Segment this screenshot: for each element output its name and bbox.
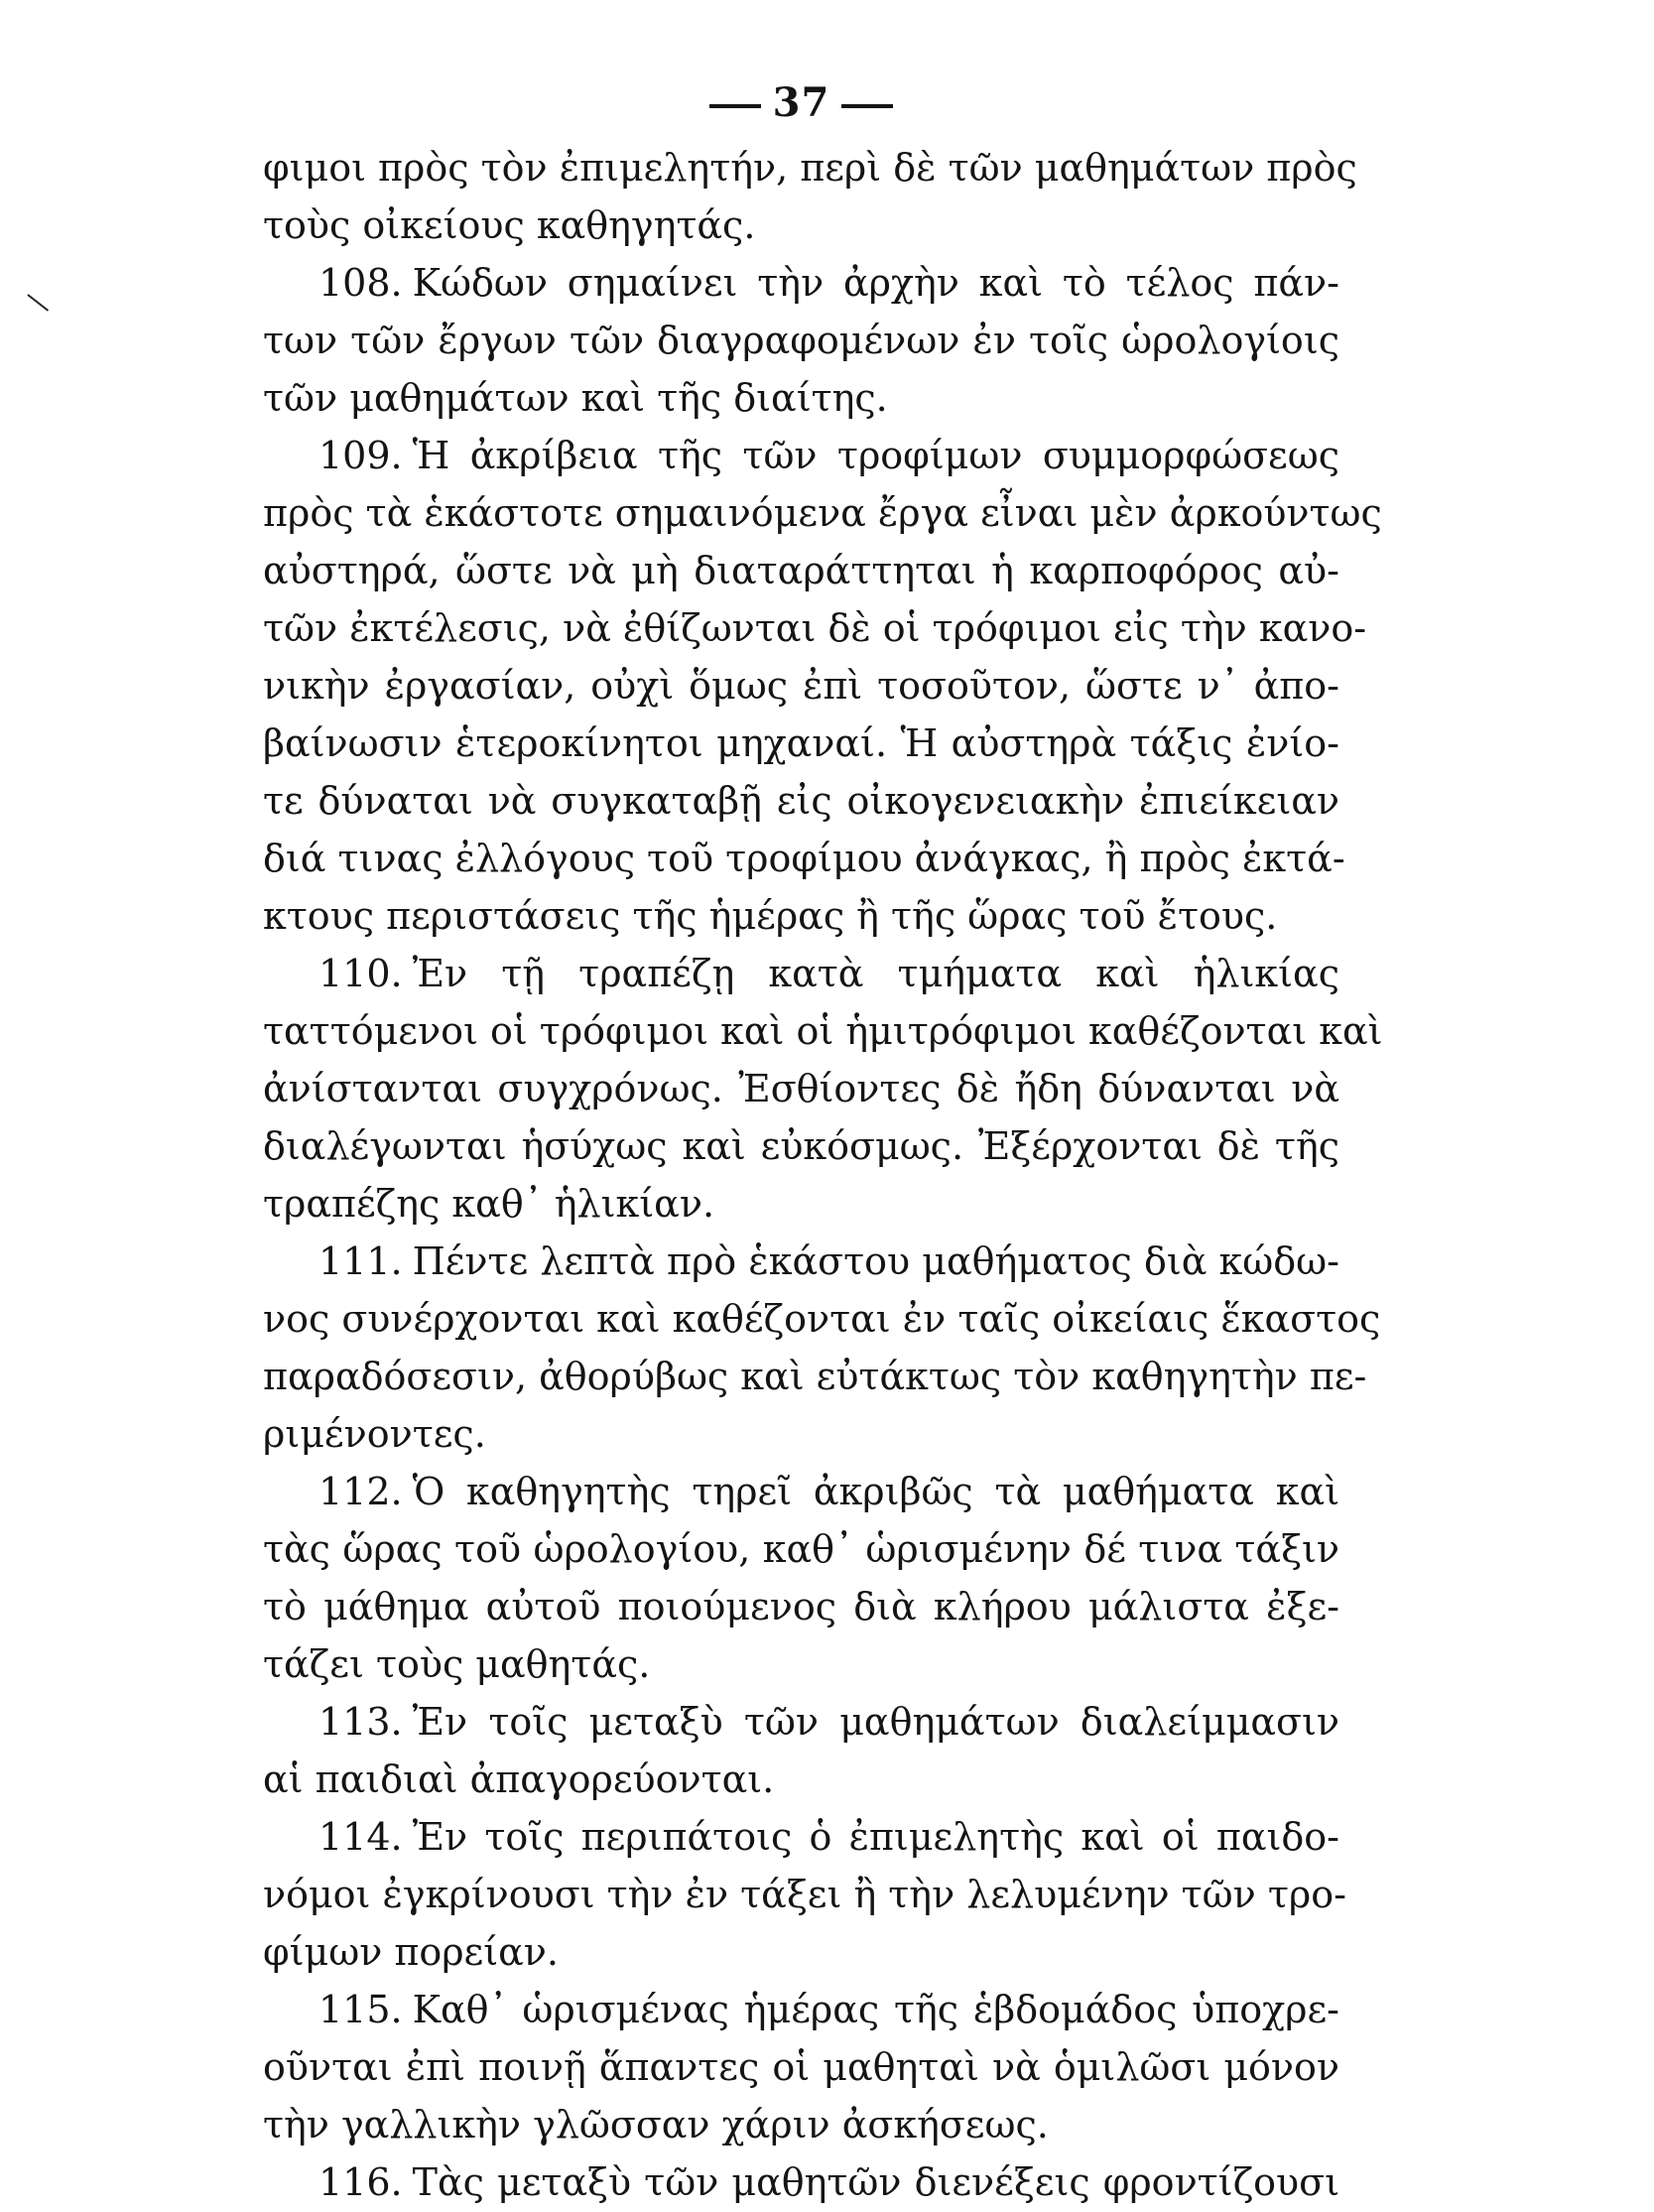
- line-text: Ὁ καθηγητὴς τηρεῖ ἀκριβῶς τὰ μαθήματα καὶ: [412, 1470, 1339, 1513]
- stray-ink-mark: [27, 294, 49, 312]
- text-line: [263, 830, 1345, 887]
- paragraph-number: 116.: [318, 2160, 403, 2204]
- line-text: φιμοι πρὸς τὸν ἐπιμελητήν, περὶ δὲ τῶν μαθημάτων πρὸς: [263, 146, 1357, 190]
- line-text: αὐστηρά, ὥστε νὰ μὴ διαταράττηται ἡ καρποφόρος αὐ-: [263, 549, 1339, 592]
- line-text: Καθ᾽ ὡρισμένας ἡμέρας τῆς ἑβδομάδος ὑποχρε-: [412, 1988, 1339, 2031]
- paragraph-number: 114.: [318, 1815, 403, 1859]
- line-text: Κώδων σημαίνει τὴν ἀρχὴν καὶ τὸ τέλος πάν-: [412, 261, 1339, 305]
- text-line: [263, 1290, 1381, 1348]
- line-text: βαίνωσιν ἑτεροκίνητοι μηχαναί. Ἡ αὐστηρὰ τάξις ἐνίο-: [263, 721, 1339, 765]
- text-line: [263, 1751, 1339, 1808]
- line-text: διά τινας ἐλλόγους τοῦ τροφίμου ἀνάγκας, ἢ πρὸς ἐκτά-: [263, 837, 1345, 880]
- line-text: τραπέζης καθ᾽ ἡλικίαν.: [263, 1182, 715, 1226]
- line-text: τῶν μαθημάτων καὶ τῆς διαίτης.: [263, 376, 888, 420]
- page-header: [263, 71, 1339, 135]
- text-line: [263, 196, 1339, 254]
- text-line: [263, 1405, 1339, 1463]
- line-text: φίμων πορείαν.: [263, 1930, 559, 1974]
- text-line: [263, 599, 1367, 657]
- paragraph-start-line: [263, 1693, 1339, 1751]
- line-text: Ἐν τῇ τραπέζῃ κατὰ τμήματα καὶ ἡλικίας: [412, 952, 1339, 995]
- text-line: [263, 2096, 1339, 2153]
- text-line: [263, 772, 1339, 830]
- text-line: [263, 2038, 1339, 2096]
- header-dash-left: [709, 104, 761, 108]
- line-text: παραδόσεσιν, ἀθορύβως καὶ εὐτάκτως τὸν καθηγητὴν πε-: [263, 1355, 1367, 1398]
- text-line: [263, 1002, 1383, 1060]
- line-text: οῦνται ἐπὶ ποινῇ ἅπαντες οἱ μαθηταὶ νὰ ὁμιλῶσι μόνον: [263, 2045, 1339, 2089]
- paragraph-start-line: [263, 1808, 1339, 1866]
- text-line: [263, 542, 1339, 599]
- line-text: τάζει τοὺς μαθητάς.: [263, 1642, 651, 1686]
- paragraph-start-line: [263, 2153, 1339, 2211]
- text-line: [263, 1520, 1339, 1578]
- paragraph-start-line: [263, 427, 1339, 484]
- text-line: [263, 1866, 1346, 1923]
- text-line: [263, 369, 1339, 427]
- paragraph-number: 109.: [318, 434, 403, 477]
- text-line: [263, 1117, 1339, 1175]
- line-text: τοὺς οἰκείους καθηγητάς.: [263, 203, 756, 247]
- paragraph-start-line: [263, 945, 1339, 1002]
- page-number: 37: [772, 79, 830, 126]
- line-text: νικὴν ἐργασίαν, οὐχὶ ὅμως ἐπὶ τοσοῦτον, ὥστε ν᾽ ἀπο-: [263, 664, 1339, 708]
- text-line: [263, 657, 1339, 715]
- line-text: Πέντε λεπτὰ πρὸ ἑκάστου μαθήματος διὰ κώδω-: [412, 1239, 1339, 1283]
- line-text: τὸ μάθημα αὐτοῦ ποιούμενος διὰ κλήρου μάλιστα ἐξε-: [263, 1585, 1339, 1628]
- paragraph-number: 108.: [318, 261, 403, 305]
- line-text: Τὰς μεταξὺ τῶν μαθητῶν διενέξεις φροντίζουσι: [412, 2160, 1339, 2204]
- paragraph-number: 111.: [318, 1239, 403, 1283]
- line-text: τῶν ἐκτέλεσις, νὰ ἐθίζωνται δὲ οἱ τρόφιμοι εἰς τὴν κανο-: [263, 606, 1367, 650]
- body-text: [263, 139, 1383, 2211]
- text-line: [263, 139, 1357, 196]
- book-page: [263, 71, 1383, 2211]
- text-line: [263, 1060, 1339, 1117]
- text-line: [263, 312, 1339, 369]
- line-text: νόμοι ἐγκρίνουσι τὴν ἐν τάξει ἢ τὴν λελυμένην τῶν τρο-: [263, 1873, 1346, 1916]
- line-text: τὰς ὥρας τοῦ ὡρολογίου, καθ᾽ ὡρισμένην δέ τινα τάξιν: [263, 1527, 1339, 1571]
- paragraph-start-line: [263, 1981, 1339, 2038]
- text-line: [263, 1578, 1339, 1635]
- paragraph-start-line: [263, 1463, 1339, 1520]
- line-text: Ἡ ἀκρίβεια τῆς τῶν τροφίμων συμμορφώσεως: [412, 434, 1339, 477]
- line-text: Ἐν τοῖς μεταξὺ τῶν μαθημάτων διαλείμμασιν: [412, 1700, 1339, 1744]
- paragraph-number: 113.: [318, 1700, 403, 1744]
- header-dash-right: [841, 104, 893, 108]
- text-line: [263, 715, 1339, 772]
- line-text: νος συνέρχονται καὶ καθέζονται ἐν ταῖς οἰκείαις ἕκαστος: [263, 1297, 1381, 1341]
- line-text: αἱ παιδιαὶ ἀπαγορεύονται.: [263, 1757, 775, 1801]
- text-line: [263, 1348, 1367, 1405]
- line-text: των τῶν ἔργων τῶν διαγραφομένων ἐν τοῖς ὡρολογίοις: [263, 319, 1339, 362]
- text-line: [263, 1923, 1339, 1981]
- line-text: τε δύναται νὰ συγκαταβῇ εἰς οἰκογενειακὴν ἐπιείκειαν: [263, 779, 1339, 823]
- line-text: πρὸς τὰ ἑκάστοτε σημαινόμενα ἔργα εἶναι μὲν ἀρκούντως: [263, 491, 1382, 535]
- paragraph-number: 112.: [318, 1470, 403, 1513]
- text-line: [263, 887, 1339, 945]
- paragraph-number: 110.: [318, 952, 403, 995]
- paragraph-start-line: [263, 1233, 1339, 1290]
- paragraph-number: 115.: [318, 1988, 403, 2031]
- text-line: [263, 1635, 1339, 1693]
- text-line: [263, 1175, 1339, 1233]
- text-line: [263, 484, 1382, 542]
- line-text: κτους περιστάσεις τῆς ἡμέρας ἢ τῆς ὥρας τοῦ ἔτους.: [263, 894, 1278, 938]
- line-text: ταττόμενοι οἱ τρόφιμοι καὶ οἱ ἡμιτρόφιμοι καθέζονται καὶ: [263, 1009, 1383, 1053]
- line-text: Ἐν τοῖς περιπάτοις ὁ ἐπιμελητὴς καὶ οἱ παιδο-: [412, 1815, 1339, 1859]
- line-text: διαλέγωνται ἡσύχως καὶ εὐκόσμως. Ἐξέρχονται δὲ τῆς: [263, 1124, 1339, 1168]
- line-text: τὴν γαλλικὴν γλῶσσαν χάριν ἀσκήσεως.: [263, 2103, 1049, 2147]
- line-text: ριμένοντες.: [263, 1412, 486, 1456]
- line-text: ἀνίστανται συγχρόνως. Ἐσθίοντες δὲ ἤδη δύνανται νὰ: [263, 1067, 1339, 1110]
- paragraph-start-line: [263, 254, 1339, 312]
